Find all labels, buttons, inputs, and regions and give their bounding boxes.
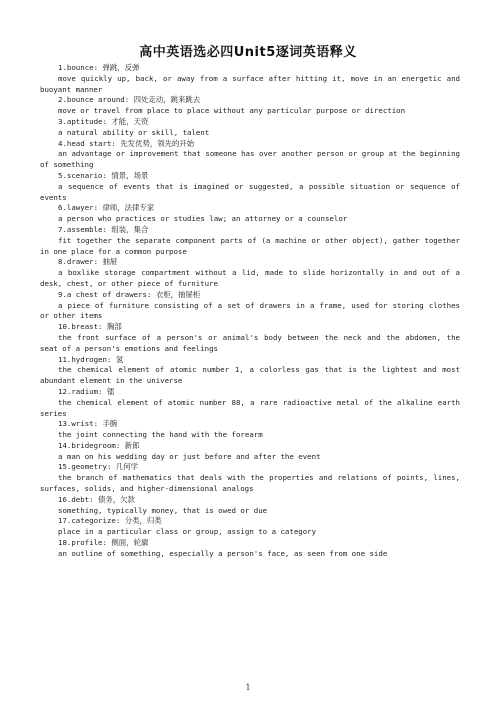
entry-head: 1.bounce: 弹跳，反弹	[58, 63, 140, 72]
entry	[40, 322, 460, 354]
entry-head: 7.assemble: 组装，集合	[58, 224, 149, 234]
entry-head: 11.hydrogen: 氢	[58, 354, 124, 364]
entry	[40, 516, 460, 538]
entry-head: 17.categorize: 分类，归类	[58, 516, 162, 526]
entry-definition: fit together the separate component parts of (a machine or other object), gather together in one place for a common purpose	[40, 235, 460, 256]
entry	[40, 139, 460, 171]
entry-definition: the joint connecting the hand with the forearm	[58, 430, 263, 440]
entry-head: 3.aptitude: 才能，天资	[58, 116, 149, 126]
entry	[40, 95, 460, 117]
entry-head: 18.profile: 侧面，轮廓	[58, 538, 149, 548]
entry-definition: the chemical element of atomic number 88, a rare radioactive metal of the alkaline earth series	[40, 397, 460, 418]
entry-definition: a piece of furniture consisting of a set of drawers in a frame, used for storing clothes or other items	[40, 300, 460, 321]
entry-definition: the front surface of a person's or animal's body between the neck and the abdomen, the seat of a person's emotions and feelings	[40, 332, 460, 353]
entry-head: 2.bounce around: 四处走动，跳来跳去	[58, 95, 201, 105]
entry-definition: a sequence of events that is imagined or suggested, a possible situation or sequence of events	[40, 181, 460, 202]
page-title: 高中英语选必四Unit5逐词英语释义	[139, 45, 357, 60]
entry-definition: place in a particular class or group, assign to a category	[58, 527, 317, 537]
entry-head: 4.head start: 先发优势，领先的开始	[58, 138, 195, 148]
entry-head: 9.a chest of drawers: 衣柜，抽屉柜	[58, 289, 201, 299]
entry	[40, 419, 460, 441]
entry	[40, 290, 460, 322]
entry-definition: an outline of something, especially a person's face, as seen from one side	[58, 548, 388, 558]
entry-definition: move or travel from place to place without any particular purpose or direction	[58, 106, 406, 116]
entry-head: 5.scenario: 情景，场景	[58, 170, 149, 180]
entry-head: 14.bridegroom: 新郎	[58, 440, 140, 450]
entry-definition: an advantage or improvement that someone has over another person or group at the beginning of something	[40, 149, 460, 170]
entry-definition: the branch of mathematics that deals with the properties and relations of points, lines, surfaces, solids, and higher-dimensional analogs	[40, 473, 460, 494]
entry	[40, 462, 460, 494]
entry	[40, 225, 460, 257]
entry-head: 8.drawer: 抽屉	[58, 257, 118, 267]
entry	[40, 203, 460, 225]
entry-definition: a person who practices or studies law; an attorney or a counselor	[58, 214, 348, 224]
entry-head: 6.lawyer: 律师，法律专家	[58, 203, 155, 213]
entry	[40, 441, 460, 463]
entry-definition: a boxlike storage compartment without a lid, made to slide horizontally in and out of a desk, chest, or other piece of furniture	[40, 268, 460, 288]
entry-head: 15.geometry: 几何学	[58, 462, 139, 472]
entry-definition: the chemical element of atomic number 1, a colorless gas that is the lightest and most abundant element in the universe	[40, 365, 460, 386]
entry	[40, 257, 460, 289]
entry-definition: move quickly up, back, or away from a surface after hitting it, move in an energetic and buoyant manner	[40, 73, 460, 94]
entry-definition: a natural ability or skill, talent	[58, 127, 210, 137]
entry-head: 10.breast: 胸部	[58, 322, 122, 332]
page-number: 1	[245, 683, 251, 692]
entry-definition: a man on his wedding day or just before and after the event	[58, 451, 321, 461]
entry	[40, 117, 460, 139]
entry	[40, 538, 460, 560]
entry	[40, 355, 460, 387]
entry	[40, 171, 460, 203]
entry-definition: something, typically money, that is owed or due	[58, 505, 268, 515]
vocabulary-list	[40, 63, 460, 560]
entry-head: 12.radium: 镭	[58, 386, 115, 396]
entry	[40, 63, 460, 95]
entry	[40, 387, 460, 419]
entry-head: 13.wrist: 手腕	[58, 419, 118, 429]
entry-head: 16.debt: 债务，欠款	[58, 494, 135, 504]
entry	[40, 495, 460, 517]
